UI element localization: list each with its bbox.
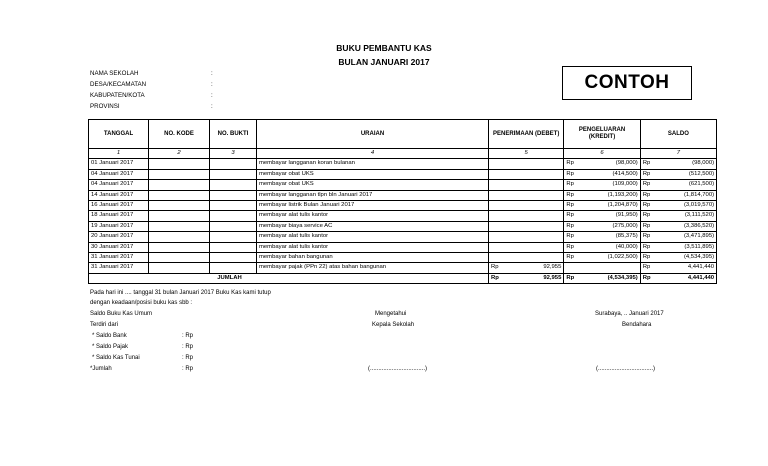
- page-title: BUKU PEMBANTU KAS: [336, 43, 432, 53]
- row-desc: membayar alat tulis kantor: [257, 211, 489, 221]
- row-credit-rp: [564, 263, 576, 273]
- item-tunai-value: : Rp: [182, 355, 194, 361]
- meta-provinsi: PROVINSI :: [90, 103, 213, 110]
- row-kode: [149, 190, 210, 200]
- item-tunai: * Saldo Kas Tunai: [92, 355, 140, 361]
- header-bukti: NO. BUKTI: [210, 120, 257, 149]
- row-saldo: (621,500): [653, 180, 717, 190]
- row-date: 19 Januari 2017: [89, 221, 149, 231]
- column-number-row: [89, 149, 717, 159]
- row-credit-rp: Rp: [564, 190, 576, 200]
- item-jumlah-value: : Rp: [182, 366, 194, 372]
- row-debit: [501, 242, 564, 252]
- place-date: Surabaya, .. Januari 2017: [595, 311, 664, 317]
- signature-line-bendahara: (.................................): [596, 366, 656, 372]
- row-kode: [149, 169, 210, 179]
- row-bukti: [210, 232, 257, 242]
- col-number: 4: [257, 149, 489, 159]
- row-debit-rp: [489, 201, 501, 211]
- row-bukti: [210, 211, 257, 221]
- row-credit-rp: Rp: [564, 201, 576, 211]
- row-desc: membayar langganan koran bulanan: [257, 159, 489, 169]
- row-debit-rp: [489, 159, 501, 169]
- row-debit: 92,955: [501, 263, 564, 273]
- row-credit-rp: Rp: [564, 169, 576, 179]
- header-penerimaan: PENERIMAAN (DEBET): [489, 120, 564, 149]
- row-credit: (98,000): [576, 159, 640, 169]
- row-bukti: [210, 201, 257, 211]
- bendahara-label: Bendahara: [622, 322, 652, 328]
- page-subtitle: BULAN JANUARI 2017: [338, 57, 430, 67]
- row-credit: (109,000): [576, 180, 640, 190]
- item-jumlah: *Jumlah: [90, 366, 112, 372]
- row-bukti: [210, 190, 257, 200]
- row-kode: [149, 180, 210, 190]
- col-number: 2: [149, 149, 210, 159]
- signature-line-kepala: (.................................): [368, 366, 428, 372]
- row-kode: [149, 211, 210, 221]
- row-desc: membayar pajak (PPn 22) atas bahan bangunan: [257, 263, 489, 273]
- row-bukti: [210, 253, 257, 263]
- row-debit: [501, 169, 564, 179]
- row-saldo-rp: Rp: [640, 242, 652, 252]
- row-desc: membayar obat UKS: [257, 169, 489, 179]
- row-bukti: [210, 263, 257, 273]
- row-kode: [149, 232, 210, 242]
- table-row: [89, 232, 717, 242]
- row-credit-rp: Rp: [564, 221, 576, 231]
- row-saldo: (1,814,700): [653, 190, 717, 200]
- table-row: [89, 159, 717, 169]
- row-debit-rp: [489, 190, 501, 200]
- row-bukti: [210, 159, 257, 169]
- col-number: 3: [210, 149, 257, 159]
- total-label: JUMLAH: [89, 273, 489, 283]
- row-desc: membayar langganan tlpn bln Januari 2017: [257, 190, 489, 200]
- table-row: [89, 221, 717, 231]
- row-saldo-rp: Rp: [640, 253, 652, 263]
- header-kode: NO. KODE: [149, 120, 210, 149]
- table-row: [89, 169, 717, 179]
- row-debit: [501, 211, 564, 221]
- row-desc: membayar obat UKS: [257, 180, 489, 190]
- row-credit: (1,022,500): [576, 253, 640, 263]
- header-tanggal: TANGGAL: [89, 120, 149, 149]
- row-debit-rp: Rp: [489, 263, 501, 273]
- row-saldo: (3,019,570): [653, 201, 717, 211]
- header-uraian: URAIAN: [257, 120, 489, 149]
- header-saldo: SALDO: [640, 120, 716, 149]
- row-kode: [149, 242, 210, 252]
- table-row: [89, 211, 717, 221]
- table-row: [89, 201, 717, 211]
- row-date: 30 Januari 2017: [89, 242, 149, 252]
- breakdown-label: Terdiri dari: [90, 322, 119, 328]
- row-desc: membayar alat tulis kantor: [257, 242, 489, 252]
- row-desc: membayar listrik Bulan Januari 2017: [257, 201, 489, 211]
- col-number: 5: [489, 149, 564, 159]
- col-number: 6: [564, 149, 640, 159]
- row-saldo: (3,471,895): [653, 232, 717, 242]
- item-bank: * Saldo Bank: [92, 333, 127, 339]
- row-desc: membayar bahan bangunan: [257, 253, 489, 263]
- row-bukti: [210, 221, 257, 231]
- saldo-label: Saldo Buku Kas Umum: [90, 311, 153, 317]
- row-credit: (91,950): [576, 211, 640, 221]
- row-date: 04 Januari 2017: [89, 180, 149, 190]
- row-credit: (40,000): [576, 242, 640, 252]
- total-row: [89, 273, 717, 283]
- total-credit: (4,534,395): [576, 273, 640, 283]
- row-credit: (275,000): [576, 221, 640, 231]
- row-saldo-rp: Rp: [640, 232, 652, 242]
- row-saldo: 4,441,440: [653, 263, 717, 273]
- row-credit-rp: Rp: [564, 242, 576, 252]
- row-saldo: (3,386,520): [653, 221, 717, 231]
- total-credit-rp: Rp: [564, 273, 576, 283]
- col-number: 1: [89, 149, 149, 159]
- kepala-sekolah-label: Kepala Sekolah: [372, 322, 415, 328]
- row-kode: [149, 221, 210, 231]
- total-saldo-rp: Rp: [640, 273, 652, 283]
- total-debit: 92,955: [501, 273, 564, 283]
- mengetahui-label: Mengetahui: [375, 311, 407, 317]
- row-desc: membayar alat tulis kantor: [257, 232, 489, 242]
- row-debit-rp: [489, 169, 501, 179]
- item-pajak-value: : Rp: [182, 344, 194, 350]
- row-saldo-rp: Rp: [640, 221, 652, 231]
- row-date: 31 Januari 2017: [89, 263, 149, 273]
- row-date: 20 Januari 2017: [89, 232, 149, 242]
- row-debit: [501, 190, 564, 200]
- row-desc: membayar biaya service AC: [257, 221, 489, 231]
- total-saldo: 4,441,440: [653, 273, 717, 283]
- table-row: [89, 180, 717, 190]
- row-saldo-rp: Rp: [640, 159, 652, 169]
- row-debit-rp: [489, 221, 501, 231]
- row-date: 04 Januari 2017: [89, 169, 149, 179]
- row-credit-rp: Rp: [564, 232, 576, 242]
- row-date: 18 Januari 2017: [89, 211, 149, 221]
- row-saldo: (512,500): [653, 169, 717, 179]
- meta-school: NAMA SEKOLAH :: [90, 70, 213, 77]
- row-debit-rp: [489, 211, 501, 221]
- row-kode: [149, 253, 210, 263]
- row-date: 31 Januari 2017: [89, 253, 149, 263]
- row-debit-rp: [489, 232, 501, 242]
- row-saldo-rp: Rp: [640, 211, 652, 221]
- row-credit: (85,375): [576, 232, 640, 242]
- total-debit-rp: Rp: [489, 273, 501, 283]
- row-date: 01 Januari 2017: [89, 159, 149, 169]
- table-row: [89, 242, 717, 252]
- row-bukti: [210, 242, 257, 252]
- item-pajak: * Saldo Pajak: [92, 344, 129, 350]
- row-kode: [149, 263, 210, 273]
- row-credit: [576, 263, 640, 273]
- item-bank-value: : Rp: [182, 333, 194, 339]
- row-saldo-rp: Rp: [640, 263, 652, 273]
- header-pengeluaran: PENGELUARAN (KREDIT): [564, 120, 640, 149]
- row-kode: [149, 201, 210, 211]
- row-debit-rp: [489, 253, 501, 263]
- row-saldo-rp: Rp: [640, 190, 652, 200]
- row-bukti: [210, 180, 257, 190]
- table-row: [89, 190, 717, 200]
- row-credit: (1,204,870): [576, 201, 640, 211]
- row-debit: [501, 180, 564, 190]
- row-debit: [501, 201, 564, 211]
- row-debit: [501, 253, 564, 263]
- closing-statement-2: dengan keadaan/posisi buku kas sbb :: [90, 300, 193, 306]
- meta-kabupaten: KABUPATEN/KOTA :: [90, 92, 213, 99]
- row-debit: [501, 221, 564, 231]
- cash-ledger-table: [88, 119, 717, 284]
- row-debit: [501, 232, 564, 242]
- meta-desa: DESA/KECAMATAN :: [90, 81, 213, 88]
- contoh-stamp: CONTOH: [562, 66, 692, 100]
- row-debit-rp: [489, 180, 501, 190]
- row-kode: [149, 159, 210, 169]
- row-debit: [501, 159, 564, 169]
- row-saldo-rp: Rp: [640, 169, 652, 179]
- table-row: [89, 253, 717, 263]
- row-saldo: (98,000): [653, 159, 717, 169]
- row-saldo-rp: Rp: [640, 201, 652, 211]
- row-date: 14 Januari 2017: [89, 190, 149, 200]
- row-bukti: [210, 169, 257, 179]
- row-saldo: (4,534,395): [653, 253, 717, 263]
- row-saldo: (3,111,520): [653, 211, 717, 221]
- row-credit: (414,500): [576, 169, 640, 179]
- row-credit-rp: Rp: [564, 211, 576, 221]
- row-credit-rp: Rp: [564, 180, 576, 190]
- table-header-row: [89, 120, 717, 149]
- col-number: 7: [640, 149, 716, 159]
- closing-statement: Pada hari ini .... tanggal 31 bulan Januari 2017 Buku Kas kami tutup: [90, 290, 271, 296]
- row-debit-rp: [489, 242, 501, 252]
- row-saldo: (3,511,895): [653, 242, 717, 252]
- row-saldo-rp: Rp: [640, 180, 652, 190]
- row-credit-rp: Rp: [564, 159, 576, 169]
- row-date: 16 Januari 2017: [89, 201, 149, 211]
- row-credit-rp: Rp: [564, 253, 576, 263]
- row-credit: (1,193,200): [576, 190, 640, 200]
- table-row: [89, 263, 717, 273]
